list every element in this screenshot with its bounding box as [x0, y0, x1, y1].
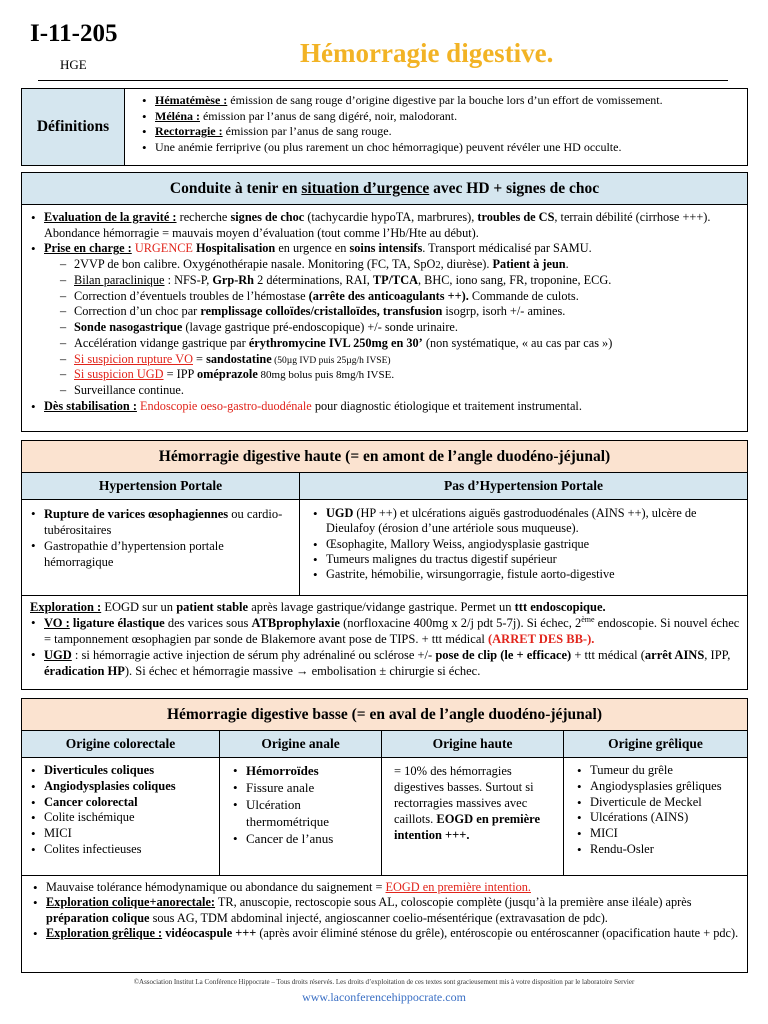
urgence-list [22, 205, 747, 415]
hdb-col-haute [382, 758, 564, 875]
hdh-col-no-htp-title: Pas d’Hypertension Portale [444, 478, 603, 493]
anale-item: • Cancer de l’anus [232, 831, 377, 848]
hdb-exploration-colique: • Exploration colique+anorectale: TR, anuscopie, rectoscopie sous AL, coloscopie complète (jusqu’à la première anse iléale) après préparation colique sous AG, TDM abdominal injecté, angioscanner coelio-mésentérique (extravasation de pdc). [32, 895, 741, 926]
prise-en-charge: • Prise en charge : URGENCE Hospitalisation en urgence en soins intensifs. Transport médicalisé par SAMU. – 2VVP de bon calibre. Oxygénothérapie nasale. Monitoring (FC, TA, SpO2, diurèse). Patient à jeun. – Bilan paraclinique : NFS-P, Grp-Rh 2 déterminations, RAI, TP/TCA, BHC, iono sang, FR, troponine, ECG. – Correction d’éventuels troubles de l’hémostase (arrête des anticoagulants ++). Commande de culots. – Correction d’un choc par remplissage colloïdes/cristalloïdes, transfusion isogrp, isorh +/- amines. – Sonde nasogastrique (lavage gastrique pré-endoscopique) +/- sonde urinaire. – Accélération vidange gastrique par érythromycine IVL 250mg en 30’ (non systématique, « au cas par cas ») – Si suspicion rupture VO = sandostatine (50µg IVD puis 25µg/h IVSE) – Si suspicion UGD = IPP oméprazole 80mg bolus puis 8mg/h IVSE. – Surveillance continue. [30, 241, 741, 398]
grelique-item: • MICI [576, 826, 743, 842]
definitions-label: Définitions [36, 118, 110, 136]
pec-item-surveillance: – Surveillance continue. [60, 383, 741, 399]
definition-rectorragie: • Rectorragie : émission par l’anus de sang rouge. [141, 124, 663, 140]
copyright-footer: ©Association Institut La Conférence Hippocrate – Tous droits réservés. Les droits d’exploitation de ces textes sont gracieusement mis à votre disposition par le laboratoire Servier [133, 978, 635, 986]
hdb-col-haute-title: Origine haute [382, 731, 564, 757]
title-rule [38, 80, 728, 81]
haute-text: = 10% des hémorragies digestives basses. Surtout si rectorragies massives avec caillots. [394, 764, 534, 826]
hdb-columns-body [22, 758, 747, 876]
pec-item-hemostase: – Correction d’éventuels troubles de l’hémostase (arrête des anticoagulants ++). Commande de culots. [60, 289, 741, 305]
prise-en-charge-sublist [44, 257, 741, 399]
hdb-columns-header [22, 731, 747, 758]
anale-item: • Hémorroïdes [232, 763, 377, 780]
hdb-box [21, 698, 748, 973]
item-code: I-11-205 [30, 20, 118, 47]
hdb-title-bar: Hémorragie digestive basse (= en aval de l’angle duodéno-jéjunal) [22, 699, 747, 731]
hdh-col-htp [22, 500, 300, 595]
hdh-exploration-vo: • VO : ligature élastique des varices sous ATBprophylaxie (norfloxacine 400mg x 2/j pdt 5-7j). Si échec, 2ème endoscopie. Si nouvel échec = tamponnement œsophagien par sonde de Blakemore avant pose de TIPS. + ttt médical (ARRET DES BB-). [30, 615, 741, 647]
page-title: Hémorragie digestive. [300, 38, 554, 68]
colorectale-item: • Colite ischémique [30, 810, 215, 826]
pec-item-bilan: – Bilan paraclinique : NFS-P, Grp-Rh 2 déterminations, RAI, TP/TCA, BHC, iono sang, FR, troponine, ECG. [60, 273, 741, 289]
pec-item-erythromycine: – Accélération vidange gastrique par érythromycine IVL 250mg en 30’ (non systématique, « au cas par cas ») [60, 336, 741, 352]
nohtp-item-tumeurs: • Tumeurs malignes du tractus digestif supérieur [312, 552, 743, 567]
definition-anemie: • Une anémie ferriprive (ou plus rarement un choc hémorragique) peuvent révéler une HD occulte. [141, 140, 663, 156]
evaluation-gravite: • Evaluation de la gravité : recherche signes de choc (tachycardie hypoTA, marbrures), troubles de CS, terrain débilité (cirrhose +++). Abondance hémorragie = mauvais moyen d’évaluation (tout comme l’Hb/Hte au début). [30, 210, 741, 241]
definitions-box [21, 88, 748, 166]
haute-bold: EOGD en première intention +++. [394, 812, 541, 842]
hdb-col-grelique [564, 758, 747, 875]
grelique-item: • Angiodysplasies grêliques [576, 779, 743, 795]
definitions-list [125, 89, 667, 165]
pec-item-vvp: – 2VVP de bon calibre. Oxygénothérapie nasale. Monitoring (FC, TA, SpO2, diurèse). Patient à jeun. [60, 257, 741, 273]
definition-hematemese: • Hématémèse : émission de sang rouge d’origine digestive par la bouche lors d’un effort de vomissement. [141, 93, 663, 109]
pec-item-vo: – Si suspicion rupture VO = sandostatine (50µg IVD puis 25µg/h IVSE) [60, 352, 741, 368]
anale-item: • Fissure anale [232, 780, 377, 797]
htp-item-gastropathie: • Gastropathie d’hypertension portale hémorragique [30, 538, 295, 570]
colorectale-item: • Cancer colorectal [30, 795, 215, 811]
hdh-columns-header [22, 473, 747, 500]
nohtp-item-ugd: • UGD (HP ++) et ulcérations aiguës gastroduodénales (AINS ++), ulcère de Dieulafoy (érosion d’une artériole sous muqueuse). [312, 506, 743, 537]
nohtp-item-gastrite: • Gastrite, hémobilie, wirsungorragie, fistule aorto-digestive [312, 567, 743, 582]
stabilisation: • Dès stabilisation : Endoscopie oeso-gastro-duodénale pour diagnostic étiologique et traitement instrumental. [30, 399, 741, 415]
grelique-item: • Tumeur du grêle [576, 763, 743, 779]
hdb-exploration [22, 876, 747, 942]
hdh-exploration-line: Exploration : EOGD sur un patient stable après lavage gastrique/vidange gastrique. Permet un ttt endoscopique. [30, 600, 606, 614]
grelique-item: • Diverticule de Meckel [576, 795, 743, 811]
colorectale-item: • Colites infectieuses [30, 842, 215, 858]
urgence-title-bar: Conduite à tenir en situation d’urgence avec HD + signes de choc [22, 173, 747, 205]
hdb-col-colorectale-title: Origine colorectale [22, 731, 220, 757]
definitions-label-cell [22, 89, 125, 165]
hdh-columns-body [22, 500, 747, 596]
anale-item: • Ulcération thermométrique [232, 797, 377, 831]
hdh-exploration-ugd: • UGD : si hémorragie active injection de sérum phy adrénaliné ou sclérose +/- pose de clip (le + efficace) + ttt médical (arrêt AINS, IPP, éradication HP). Si échec et hémorragie massive → embolisation ± chirurgie si échec. [30, 647, 741, 679]
specialty-label: HGE [60, 57, 87, 72]
hdb-col-grelique-title: Origine grêlique [608, 736, 703, 751]
hdb-exploration-grelique: • Exploration grêlique : vidéocaspule +++ (après avoir éliminé sténose du grêle), entéroscopie ou entéroscanner (opacification haute + pdc). [32, 926, 741, 941]
website-link[interactable]: www.laconferencehippocrate.com [302, 990, 466, 1004]
hdh-col-no-htp [300, 500, 747, 595]
colorectale-item: • MICI [30, 826, 215, 842]
hdh-exploration [22, 596, 747, 679]
hdb-col-colorectale [22, 758, 220, 875]
definition-melena: • Méléna : émission par l’anus de sang digéré, noir, malodorant. [141, 109, 663, 125]
urgence-box [21, 172, 748, 432]
colorectale-item: • Diverticules coliques [30, 763, 215, 779]
hdb-exploration-eogd: • Mauvaise tolérance hémodynamique ou abondance du saignement = EOGD en première intention. [32, 880, 741, 895]
colorectale-item: • Angiodysplasies coliques [30, 779, 215, 795]
hdh-box [21, 440, 748, 690]
grelique-item: • Rendu-Osler [576, 842, 743, 858]
grelique-item: • Ulcérations (AINS) [576, 810, 743, 826]
pec-item-ugd: – Si suspicion UGD = IPP oméprazole 80mg bolus puis 8mg/h IVSE. [60, 367, 741, 383]
htp-item-varices: • Rupture de varices œsophagiennes ou cardio-tubérositaires [30, 506, 295, 538]
pec-item-sonde: – Sonde nasogastrique (lavage gastrique pré-endoscopique) +/- sonde urinaire. [60, 320, 741, 336]
hdb-col-anale [220, 758, 382, 875]
hdh-title-bar: Hémorragie digestive haute (= en amont de l’angle duodéno-jéjunal) [22, 441, 747, 473]
pec-item-choc: – Correction d’un choc par remplissage colloïdes/cristalloïdes, transfusion isogrp, isorh +/- amines. [60, 304, 741, 320]
nohtp-item-oesophagite: • Œsophagite, Mallory Weiss, angiodysplasie gastrique [312, 537, 743, 552]
hdh-col-htp-title: Hypertension Portale [22, 473, 300, 499]
hdb-col-anale-title: Origine anale [220, 731, 382, 757]
